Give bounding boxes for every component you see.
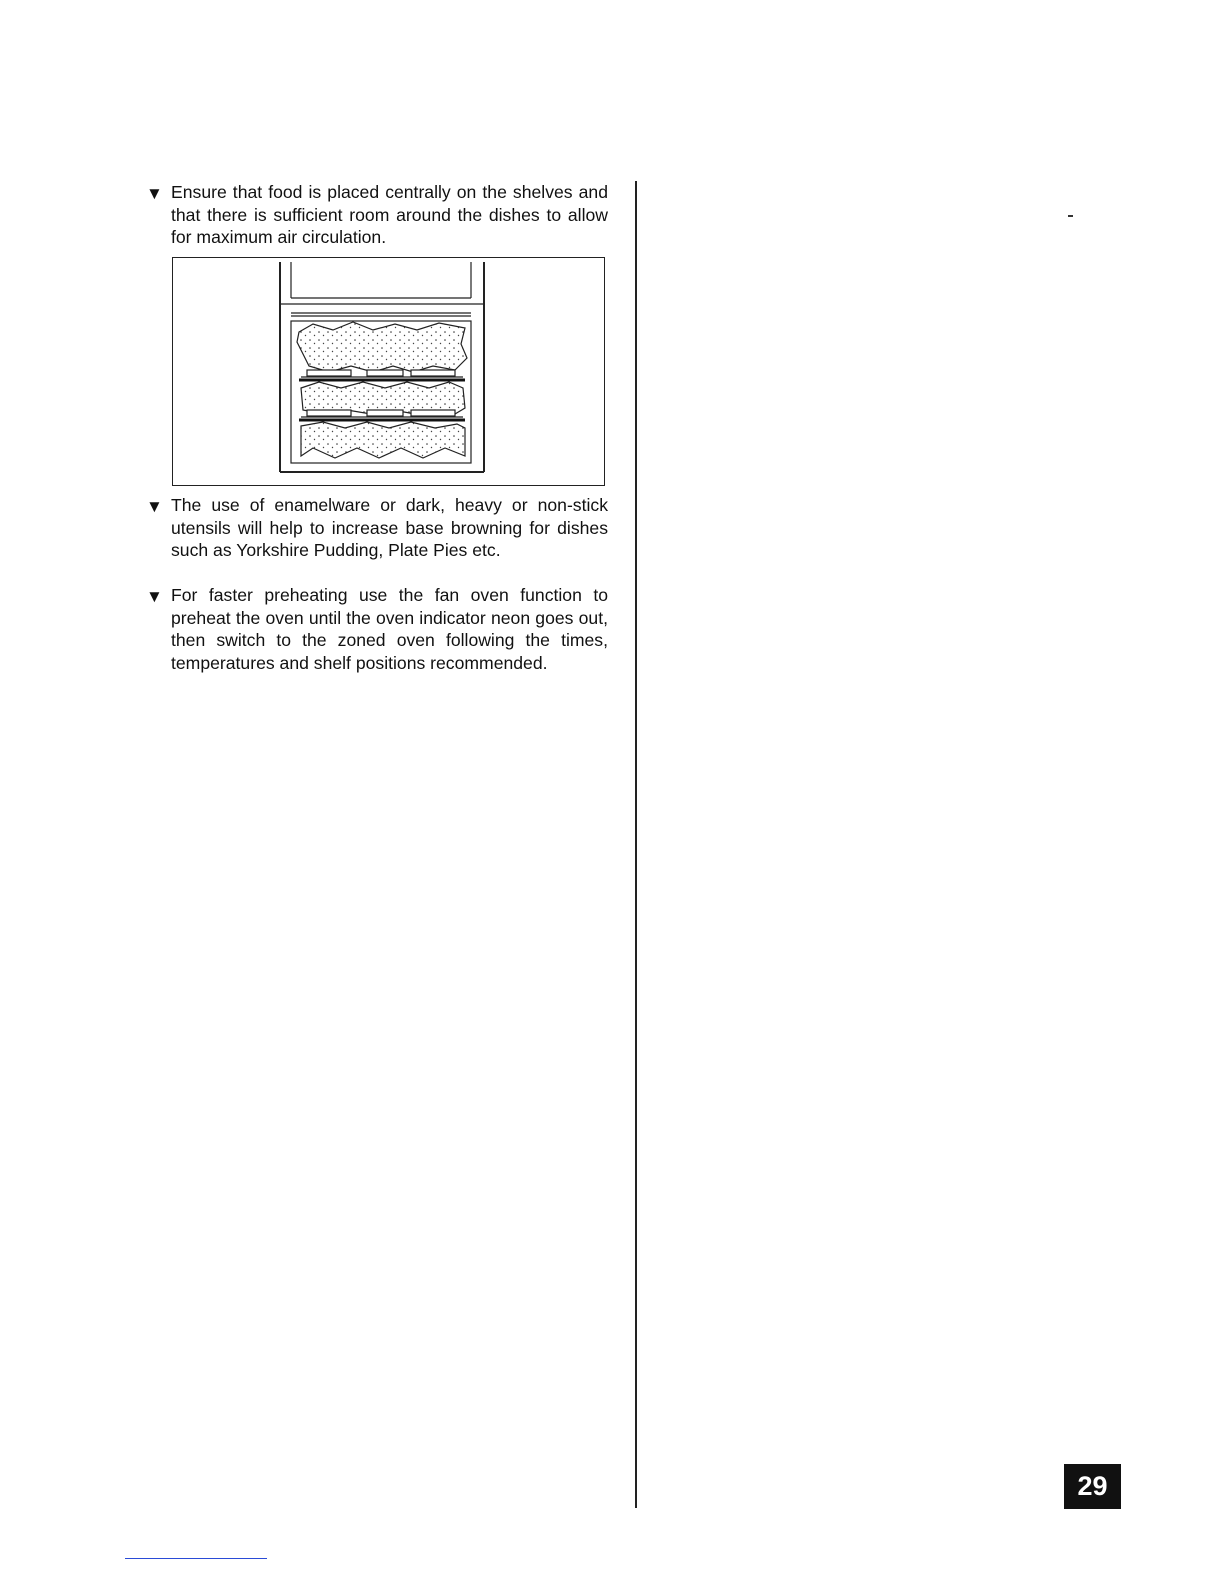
triangle-bullet-icon: ▼ <box>146 497 163 516</box>
footer-link-underline[interactable] <box>125 1558 267 1559</box>
triangle-bullet-icon: ▼ <box>146 184 163 203</box>
bullet-text: Ensure that food is placed centrally on the shelves and that there is sufficient room around the dishes to allow for maximum air circulation. <box>171 182 608 247</box>
bullet-preheating <box>146 584 608 674</box>
bullet-text: The use of enamelware or dark, heavy or non-stick utensils will help to increase base browning for dishes such as Yorkshire Pudding, Plate Pies etc. <box>171 495 608 560</box>
bullet-utensils <box>146 494 608 562</box>
bullet-text: For faster preheating use the fan oven function to preheat the oven until the oven indicator neon goes out, then switch to the zoned oven following the times, temperatures and shelf positions recommended. <box>171 585 608 673</box>
page-number: 29 <box>1064 1464 1121 1509</box>
column-divider <box>635 181 637 1508</box>
oven-shelves-illustration <box>172 257 605 486</box>
bullet-food-placement <box>146 181 608 249</box>
stray-mark <box>1068 215 1073 217</box>
triangle-bullet-icon: ▼ <box>146 587 163 606</box>
